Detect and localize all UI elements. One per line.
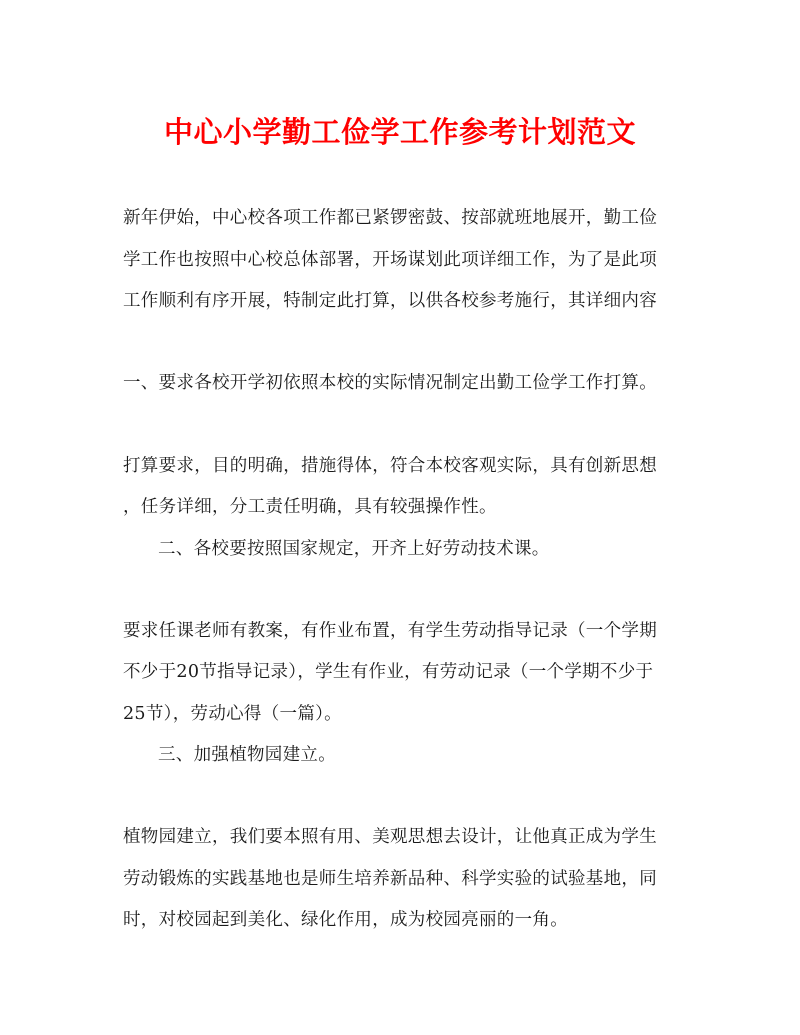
paragraph-line: 工作顺利有序开展，特制定此打算，以供各校参考施行，其详细内容 xyxy=(123,291,657,311)
paragraph-line: 时，对校园起到美化、绿化作用，成为校园亮丽的一角。 xyxy=(123,910,568,930)
paragraph-line: 学工作也按照中心校总体部署，开场谋划此项详细工作，为了是此项 xyxy=(123,250,657,270)
paragraph-line: 劳动锻炼的实践基地也是师生培养新品种、科学实验的试验基地，同 xyxy=(123,869,657,889)
paragraph-line: 打算要求，目的明确，措施得体，符合本校客观实际，具有创新思想 xyxy=(123,456,657,476)
paragraph-line: ，任务详细，分工责任明确，具有较强操作性。 xyxy=(123,497,497,517)
paragraph-line: 新年伊始，中心校各项工作都已紧锣密鼓、按部就班地展开，勤工俭 xyxy=(123,208,657,228)
paragraph-line: 要求任课老师有教案，有作业布置，有学生劳动指导记录（一个学期 xyxy=(123,621,657,641)
section-heading-line: 一、要求各校开学初依照本校的实际情况制定出勤工俭学工作打算。 xyxy=(123,373,657,393)
document-title: 中心小学勤工俭学工作参考计划范文 xyxy=(163,115,636,149)
section-heading-line: 三、加强植物园建立。 xyxy=(158,745,336,765)
paragraph-line: 不少于20节指导记录），学生有作业，有劳动记录（一个学期不少于 xyxy=(123,662,654,682)
section-heading-line: 二、各校要按照国家规定，开齐上好劳动技术课。 xyxy=(158,539,550,559)
paragraph-line: 25节），劳动心得（一篇）。 xyxy=(123,704,342,724)
paragraph-line: 植物园建立，我们要本照有用、美观思想去设计，让他真正成为学生 xyxy=(123,827,657,847)
